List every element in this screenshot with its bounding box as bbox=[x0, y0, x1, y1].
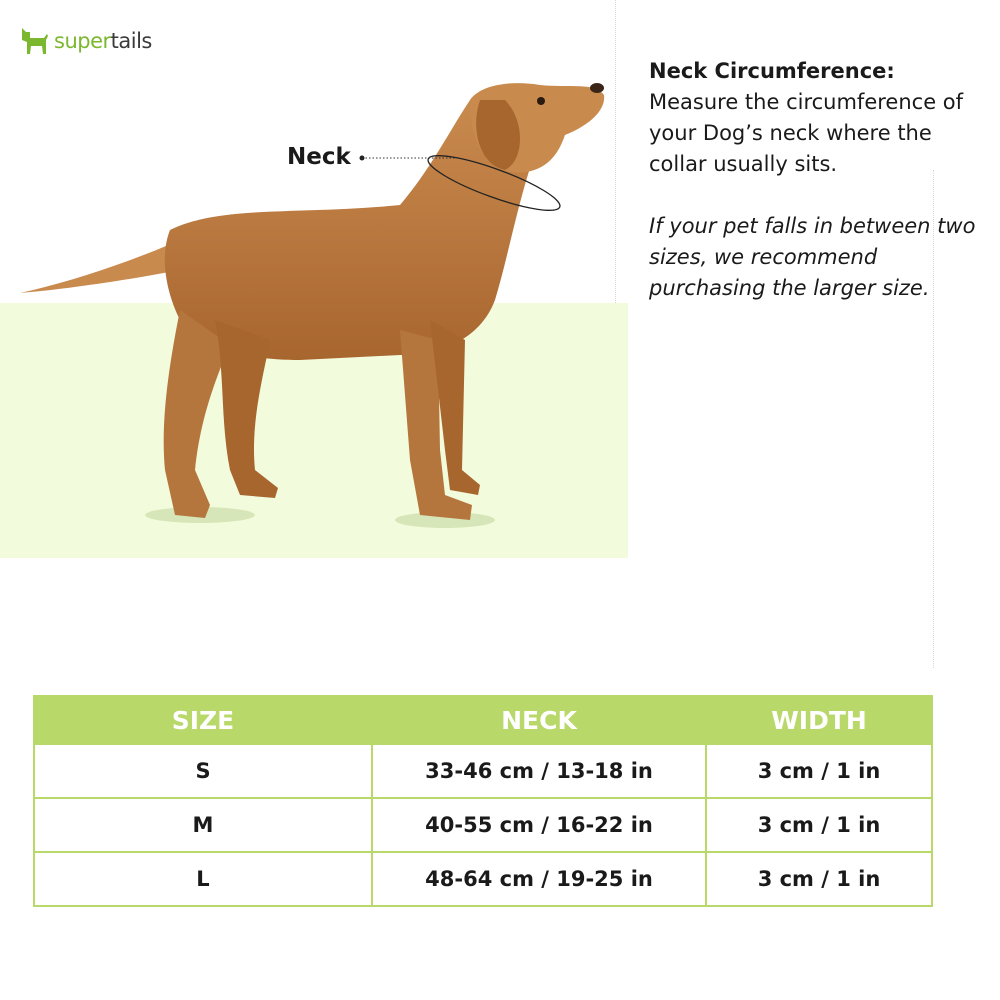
neck-label: Neck bbox=[287, 144, 351, 170]
table-row bbox=[34, 744, 932, 798]
column-header-size: SIZE bbox=[34, 696, 372, 744]
table-header-row bbox=[34, 696, 932, 744]
size-chart-table bbox=[33, 695, 933, 907]
info-body: Measure the circumference of your Dog’s neck where the collar usually sits. bbox=[649, 90, 964, 176]
brand-name-part1: super bbox=[54, 29, 111, 53]
width-cell: 3 cm / 1 in bbox=[706, 798, 932, 852]
size-cell: S bbox=[34, 744, 372, 798]
brand-name-part2: tails bbox=[110, 29, 152, 53]
info-note: If your pet falls in between two sizes, we recommend purchasing the larger size. bbox=[649, 214, 976, 300]
neck-cell: 48-64 cm / 19-25 in bbox=[372, 852, 706, 906]
dog-photo bbox=[0, 0, 640, 560]
neck-cell: 33-46 cm / 13-18 in bbox=[372, 744, 706, 798]
table-row bbox=[34, 798, 932, 852]
info-title: Neck Circumference: bbox=[649, 59, 895, 83]
size-cell: M bbox=[34, 798, 372, 852]
column-header-neck: NECK bbox=[372, 696, 706, 744]
measurement-info bbox=[649, 56, 994, 304]
table-row bbox=[34, 852, 932, 906]
size-cell: L bbox=[34, 852, 372, 906]
column-header-width: WIDTH bbox=[706, 696, 932, 744]
width-cell: 3 cm / 1 in bbox=[706, 852, 932, 906]
neck-cell: 40-55 cm / 16-22 in bbox=[372, 798, 706, 852]
width-cell: 3 cm / 1 in bbox=[706, 744, 932, 798]
